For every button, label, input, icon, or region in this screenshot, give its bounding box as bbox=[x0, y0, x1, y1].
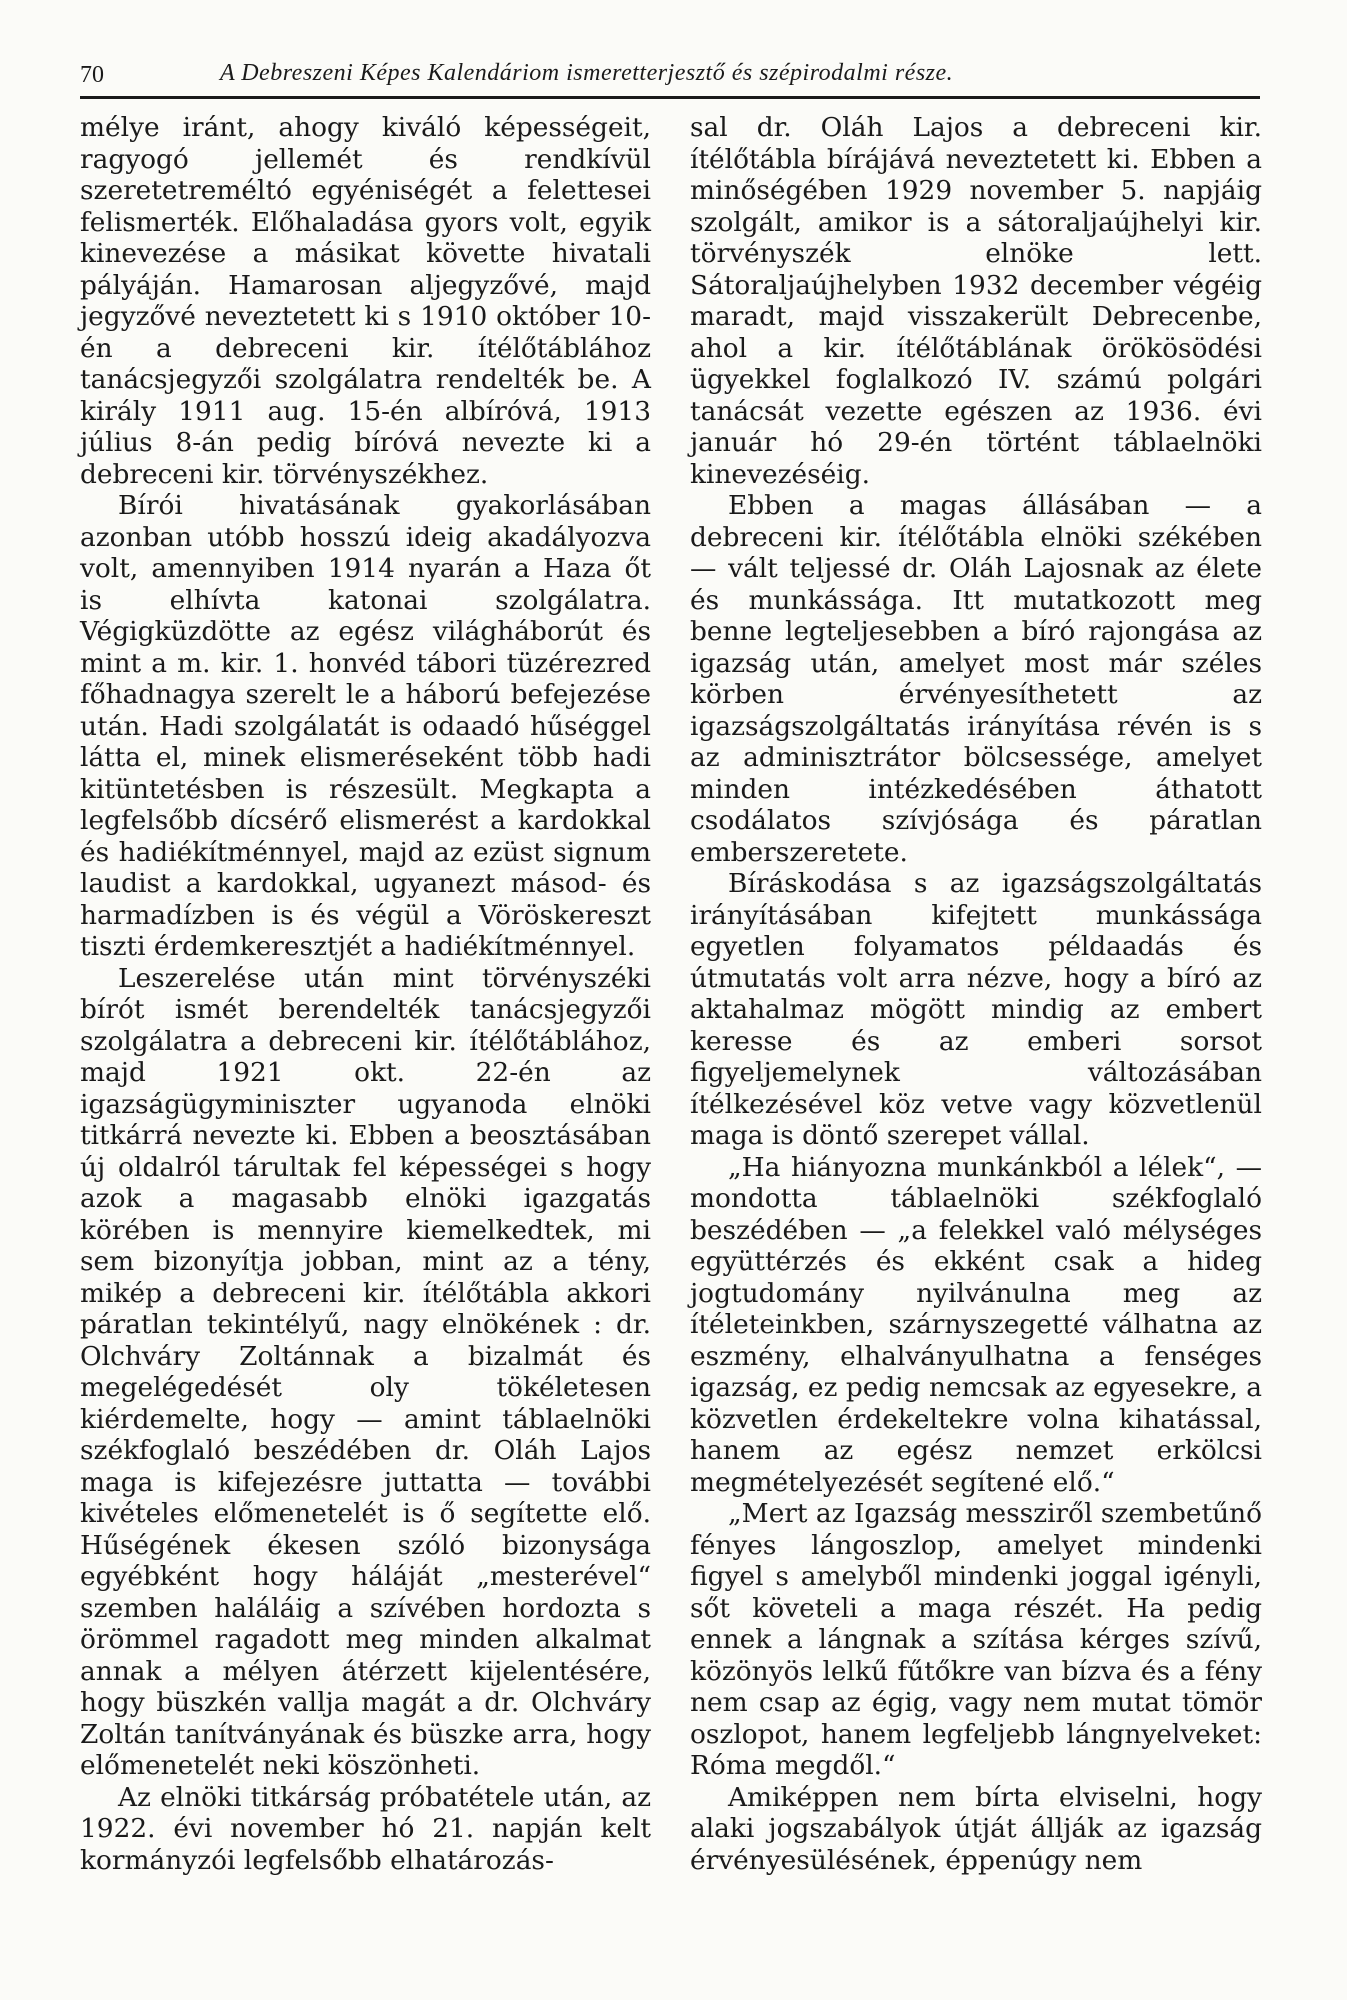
paragraph: „Mert az Igazság messziről szembetűnő fényes lángoszlop, amelyet mindenki figyel s amelyből mindenki joggal igényli, sőt követeli a maga részét. Ha pedig ennek a lángnak a szítása kérges szívű, közönyös lelkű fűtőkre van bízva és a fény nem csap az égig, vagy nem mutat tömör oszlopot, hanem legfeljebb lángnyelveket: Róma megdől.“ bbox=[690, 1498, 1262, 1781]
paragraph: Leszerelése után mint törvényszéki bírót ismét berendelték tanácsjegyzői szolgálatra a debreceni kir. ítélőtáblához, majd 1921 okt. 22-én az igazságügyminiszter ugyanoda elnöki titkárrá nevezte ki. Ebben a beosztásában új oldalról tárultak fel képességei s hogy azok a magasabb elnöki igazgatás körében is mennyire kiemelkedtek, mi sem bizonyítja jobban, mint az a tény, mikép a debreceni kir. ítélőtábla akkori páratlan tekintélyű, nagy elnökének : dr. Olchváry Zoltánnak a bizalmát és megelégedését oly tökéletesen kiérdemelte, hogy — amint táblaelnöki székfoglaló beszédében dr. Oláh Lajos maga is kifejezésre juttatta — további kivételes előmenetelét is ő segítette elő. Hűségének ékesen szóló bizonysága egyébként hogy háláját „mesterével“ szemben haláláig a szívében hordozta s örömmel ragadott meg minden alkalmat annak a mélyen átérzett kijelentésére, hogy büszkén vallja magát a dr. Olchváry Zoltán tanítványának és büszke arra, hogy előmenetelét neki köszönheti. bbox=[80, 962, 651, 1781]
left-column bbox=[80, 112, 651, 1876]
page-header bbox=[80, 54, 1260, 94]
paragraph: mélye iránt, ahogy kiváló képességeit, ragyogó jellemét és rendkívül szeretetreméltó egyéniségét a felettesei felismerték. Előhaladása gyors volt, egyik kinevezése a másikat követte hivatali pályáján. Hamarosan aljegyzővé, majd jegyzővé neveztetett ki s 1910 október 10-én a debreceni kir. ítélőtáblához tanácsjegyzői szolgálatra rendelték be. A király 1911 aug. 15-én albíróvá, 1913 július 8-án pedig bíróvá nevezte ki a debreceni kir. törvényszékhez. bbox=[80, 112, 651, 490]
page-number: 70 bbox=[80, 62, 104, 88]
paragraph: Bírói hivatásának gyakorlásában azonban utóbb hosszú ideig akadályozva volt, amennyiben 1914 nyarán a Haza őt is elhívta katonai szolgálatra. Végigküzdötte az egész világháborút és mint a m. kir. 1. honvéd tábori tüzérezred főhadnagya szerelt le a háború befejezése után. Hadi szolgálatát is odaadó hűséggel látta el, minek elismeréseként több hadi kitüntetésben is részesült. Megkapta a legfelsőbb dícsérő elismerést a kardokkal és hadiékítménnyel, majd az ezüst signum laudist a kardokkal, ugyanezt másod- és harmadízben is és végül a Vöröskereszt tiszti érdemkeresztjét a hadiékítménnyel. bbox=[80, 490, 651, 962]
right-column bbox=[690, 112, 1262, 1876]
paragraph: Ebben a magas állásában — a debreceni kir. ítélőtábla elnöki székében — vált teljessé dr. Oláh Lajosnak az élete és munkássága. Itt mutatkozott meg benne legteljesebben a bíró rajongása az igazság után, amelyet most már széles körben érvényesíthetett az igazságszolgáltatás irányítása révén is s az adminisztrátor bölcsessége, amelyet minden intézkedésében áthatott csodálatos szívjósága és páratlan emberszeretete. bbox=[690, 490, 1262, 868]
paragraph: Az elnöki titkárság próbatétele után, az 1922. évi november hó 21. napján kelt kormányzói legfelsőbb elhatározás- bbox=[80, 1781, 651, 1876]
paragraph: Amiképpen nem bírta elviselni, hogy alaki jogszabályok útját állják az igazság érvényesülésének, éppenúgy nem bbox=[690, 1781, 1262, 1876]
paragraph: Bíráskodása s az igazságszolgáltatás irányításában kifejtett munkássága egyetlen folyamatos példaadás és útmutatás volt arra nézve, hogy a bíró az aktahalmaz mögött mindig az embert keresse és az emberi sorsot figyeljemelynek változásában ítélkezésével köz vetve vagy közvetlenül maga is döntő szerepet vállal. bbox=[690, 868, 1262, 1151]
running-title: A Debreszeni Képes Kalendáriom ismeretterjesztő és szépirodalmi része. bbox=[220, 60, 954, 86]
paragraph: „Ha hiányozna munkánkból a lélek“, — mondotta táblaelnöki székfoglaló beszédében — „a felekkel való mélységes együttérzés és ekként csak a hideg jogtudomány nyilvánulna meg az ítéleteinkben, szárnyszegetté válhatna az eszmény, elhalványulhatna a fenséges igazság, ez pedig nemcsak az egyesekre, a közvetlen érdekeltekre volna kihatással, hanem az egész nemzet erkölcsi megmételyezését segítené elő.“ bbox=[690, 1151, 1262, 1498]
paragraph: sal dr. Oláh Lajos a debreceni kir. ítélőtábla bírájává neveztetett ki. Ebben a minőségében 1929 november 5. napjáig szolgált, amikor is a sátoraljaújhelyi kir. törvényszék elnöke lett. Sátoraljaújhelyben 1932 december végéig maradt, majd visszakerült Debrecenbe, ahol a kir. ítélőtáblának örökösödési ügyekkel foglalkozó IV. számú polgári tanácsát vezette egészen az 1936. évi január hó 29-én történt táblaelnöki kinevezéséig. bbox=[690, 112, 1262, 490]
header-rule bbox=[80, 96, 1260, 99]
